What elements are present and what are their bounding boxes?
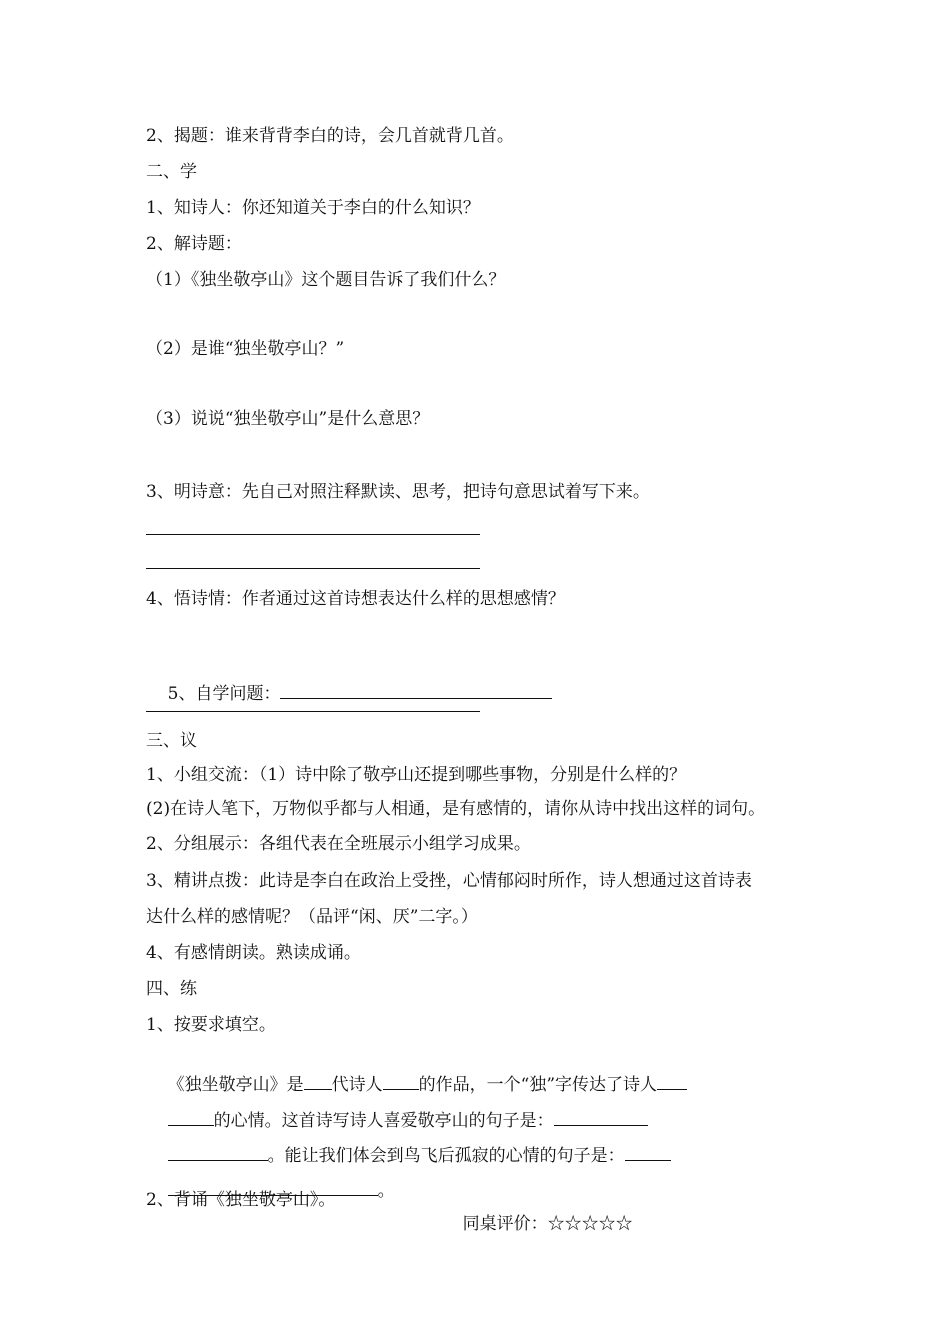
section-heading: 二、学 <box>146 162 197 182</box>
text-line: 2、揭题：谁来背背李白的诗，会几首就背几首。 <box>146 126 514 146</box>
fill-text: 。 <box>377 1181 395 1201</box>
fill-text: 。能让我们体会到鸟飞后孤寂的心情的句子是： <box>267 1146 625 1166</box>
text-line: 达什么样的感情呢？（品评“闲、厌”二字。） <box>146 907 478 927</box>
text-line: 4、悟诗情：作者通过这首诗想表达什么样的思想感情？ <box>146 589 565 609</box>
answer-blank[interactable] <box>625 1143 671 1161</box>
question-line: （2）是谁“独坐敬亭山？” <box>146 339 345 359</box>
peer-evaluation <box>441 1188 633 1260</box>
fill-text: 的作品，一个“独”字传达了诗人 <box>418 1075 658 1095</box>
answer-line[interactable] <box>146 534 480 535</box>
self-study-label: 5、自学问题： <box>167 684 281 704</box>
peer-evaluation-label: 同桌评价： <box>462 1214 548 1234</box>
self-study-line <box>146 657 552 730</box>
text-line: 1、按要求填空。 <box>146 1015 276 1035</box>
answer-line[interactable] <box>146 568 480 569</box>
text-line: 4、有感情朗读。熟读成诵。 <box>146 943 361 963</box>
text-line: (2)在诗人笔下，万物似乎都与人相通，是有感情的，请你从诗中找出这样的词句。 <box>146 799 766 819</box>
answer-blank[interactable] <box>657 1072 687 1090</box>
text-line: 3、明诗意：先自己对照注释默读、思考，把诗句意思试着写下来。 <box>146 482 650 502</box>
fill-text: 《独坐敬亭山》是 <box>167 1075 304 1095</box>
question-line: （1）《独坐敬亭山》这个题目告诉了我们什么？ <box>146 270 506 290</box>
text-line: 3、精讲点拨：此诗是李白在政治上受挫，心情郁闷时所作，诗人想通过这首诗表 <box>146 871 752 891</box>
text-line: 1、小组交流：（1）诗中除了敬亭山还提到哪些事物，分别是什么样的？ <box>146 765 687 785</box>
section-heading: 四、练 <box>146 979 197 999</box>
fill-text: 代诗人 <box>331 1075 383 1095</box>
fill-text: 的心情。这首诗写诗人喜爱敬亭山的句子是： <box>213 1111 554 1131</box>
text-line: 1、知诗人：你还知道关于李白的什么知识？ <box>146 198 480 218</box>
question-line: （3）说说“独坐敬亭山”是什么意思？ <box>146 409 430 429</box>
text-line: 2、解诗题： <box>146 234 242 254</box>
recite-label: 2、背诵《独坐敬亭山》。 <box>146 1190 336 1210</box>
answer-line[interactable] <box>146 711 480 712</box>
text-line: 2、分组展示：各组代表在全班展示小组学习成果。 <box>146 834 531 854</box>
section-heading: 三、议 <box>146 731 197 751</box>
star-rating-icon[interactable]: ☆☆☆☆☆ <box>547 1214 633 1234</box>
answer-blank[interactable] <box>280 681 552 699</box>
